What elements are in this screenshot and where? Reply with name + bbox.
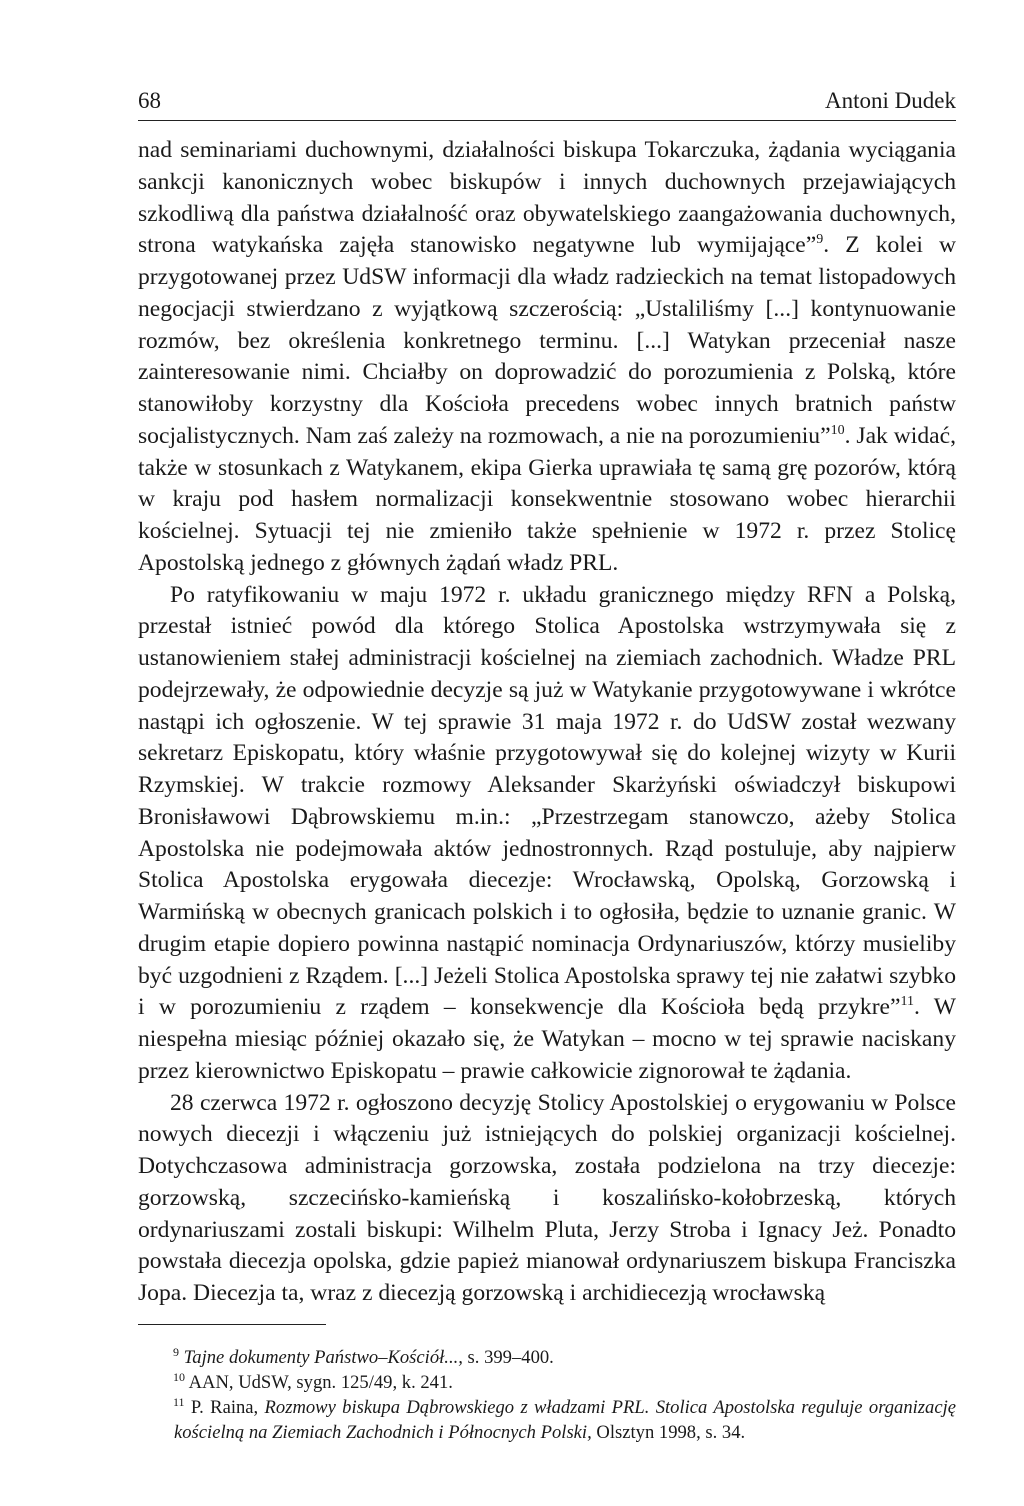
paragraph-1-part-b: . Z kolei w przygotowanej przez UdSW informacji dla władz radzieckich na temat listopadowych negocjacji stwierdzano z wyjątkową szczerością: „Ustaliliśmy [...] kontynuowanie rozmów, bez określenia konkretnego terminu. [...] Watykan przeceniał nasze zainteresowanie nimi. Chciałby on doprowadzić do porozumienia z Polską, które stanowiłoby korzystny dla Kościoła precedens wobec innych bratnich państw socjalistycznych. Nam zaś zależy na rozmowach, a nie na porozumieniu” (138, 232, 956, 449)
footnote-11 (138, 1395, 956, 1445)
footnote-ref-11: 11 (900, 994, 914, 1010)
paragraph-2-part-b: . W niespełna miesiąc później okazało się, że Watykan – mocno w tej sprawie naciskany przez kierownictwo Episkopatu – prawie całkowicie zignorował te żądania. (138, 994, 957, 1084)
paragraph-1-part-a: nad seminariami duchownymi, działalności biskupa Tokarczuka, żądania wyciągania sankcji kanonicznych wobec biskupów i innych duchownych przejawiających szkodliwą dla państwa działalność oraz obywatelskiego zaangażowania duchownych, strona watykańska zajęła stanowisko negatywne lub wymijające” (138, 137, 956, 259)
paragraph-2-part-a: Po ratyfikowaniu w maju 1972 r. układu granicznego między RFN a Polską, przestał istnieć powód dla którego Stolica Apostolska wstrzymywała się z ustanowieniem stałej administracji kościelnej na ziemiach zachodnich. Władze PRL podejrzewały, że odpowiednie decyzje są już w Watykanie przygotowywane i wkrótce nastąpi ich ogłoszenie. W tej sprawie 31 maja 1972 r. do UdSW został wezwany sekretarz Episkopatu, który właśnie przygotowywał się do kolejnej wizyty w Kurii Rzymskiej. W trakcie rozmowy Aleksander Skarżyński oświadczył biskupowi Bronisławowi Dąbrowskiemu m.in.: „Przestrzegam stanowczo, ażeby Stolica Apostolska nie podejmowała aktów jednostronnych. Rząd postuluje, aby najpierw Stolica Apostolska erygowała diecezje: Wrocławską, Opolską, Gorzowską i Warmińską w obecnych granicach polskich i to ogłosiła, będzie to uznanie granic. W drugim etapie dopiero powinna nastąpić nominacja Ordynariuszów, którzy musieliby być uzgodnieni z Rządem. [...] Jeżeli Stolica Apostolska sprawy tej nie załatwi szybko i w porozumieniu z rządem – konsekwencje dla Kościoła będą przykre” (138, 581, 956, 1021)
footnote-ref-9: 9 (816, 232, 824, 248)
footnote-number: 9 (173, 1344, 179, 1359)
running-head-author: Antoni Dudek (825, 88, 956, 113)
footnote-number: 10 (173, 1369, 185, 1384)
footnote-author: P. Raina, (190, 1396, 265, 1418)
book-page (138, 86, 956, 1445)
footnote-9 (138, 1345, 956, 1370)
footnote-number: 11 (173, 1394, 185, 1409)
footnote-text: AAN, UdSW, sygn. 125/49, k. 241. (188, 1371, 453, 1393)
paragraph-1 (138, 135, 956, 580)
paragraph-3: 28 czerwca 1972 r. ogłoszono decyzję Stolicy Apostolskiej o erygowaniu w Polsce nowych diecezji i włączeniu już istniejących do polskiej organizacji kościelnej. Dotychczasowa administracja gorzowska, została podzielona na trzy diecezje: gorzowską, szczecińsko-kamieńską i koszalińsko-kołobrzeską, których ordynariuszami zostali biskupi: Wilhelm Pluta, Jerzy Stroba i Ignacy Jeż. Ponadto powstała diecezja opolska, gdzie papież mianował ordynariuszem biskupa Franciszka Jopa. Diecezja ta, wraz z diecezją gorzowską i archidiecezją wrocławską (138, 1089, 956, 1306)
footnote-text: Olsztyn 1998, s. 34. (591, 1421, 746, 1443)
footnote-title: Tajne dokumenty Państwo–Kościół..., (183, 1346, 463, 1368)
footnote-text: s. 399–400. (462, 1346, 554, 1368)
running-head (138, 86, 956, 121)
footnote-ref-10: 10 (830, 422, 845, 438)
page-number: 68 (138, 88, 161, 113)
body-text (138, 135, 956, 1310)
paragraph-1-part-c: . Jak widać, także w stosunkach z Watykanem, ekipa Gierka uprawiała tę samą grę pozorów, którą w kraju pod hasłem normalizacji konsekwentnie stosowano wobec hierarchii kościelnej. Sytuacji tej nie zmieniło także spełnienie w 1972 r. przez Stolicę Apostolską jednego z głównych żądań władz PRL. (138, 422, 956, 576)
footnotes (138, 1345, 956, 1445)
footnote-title: Rozmowy biskupa Dąbrowskiego z władzami PRL. Stolica Apostolska reguluje organizację kościelną na Ziemiach Zachodnich i Północnych Polski, (174, 1396, 956, 1443)
footnote-10 (138, 1370, 956, 1395)
paragraph-2 (138, 580, 956, 1088)
footnote-rule (138, 1324, 326, 1325)
